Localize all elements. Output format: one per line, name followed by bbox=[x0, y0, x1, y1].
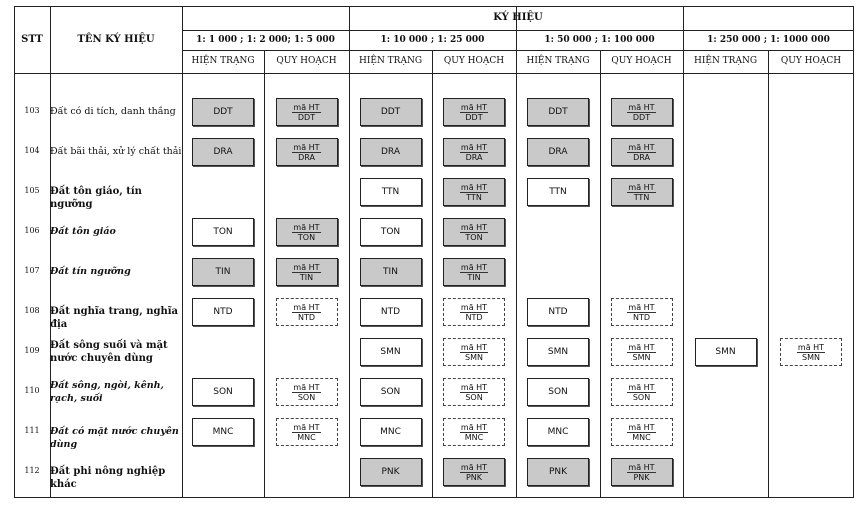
symbol-cell bbox=[349, 176, 432, 208]
symbol-cell bbox=[264, 296, 349, 328]
divider bbox=[182, 50, 854, 51]
symbol-cell bbox=[349, 416, 432, 448]
symbol-cell bbox=[432, 256, 516, 288]
symbol-code: SON bbox=[632, 392, 651, 402]
symbol-prefix: mã HT bbox=[460, 222, 488, 232]
row-stt: 110 bbox=[24, 386, 40, 395]
symbol-code: DRA bbox=[298, 152, 315, 162]
planned-symbol bbox=[443, 218, 505, 246]
current-symbol bbox=[527, 418, 589, 446]
symbol-cell bbox=[349, 376, 432, 408]
symbol-prefix: mã HT bbox=[460, 422, 488, 432]
symbol-cell bbox=[432, 376, 516, 408]
symbol-cell bbox=[349, 296, 432, 328]
symbol-code: DDT bbox=[213, 107, 233, 117]
symbol-cell bbox=[432, 136, 516, 168]
symbol-code: MNC bbox=[212, 427, 234, 437]
symbol-code: SMN bbox=[465, 352, 483, 362]
current-symbol bbox=[360, 218, 422, 246]
symbol-code: MNC bbox=[297, 432, 316, 442]
symbol-cell bbox=[600, 376, 683, 408]
symbol-cell bbox=[516, 176, 600, 208]
subheader-quy-hoach: QUY HOẠCH bbox=[780, 56, 842, 66]
symbol-cell bbox=[264, 416, 349, 448]
symbol-cell bbox=[349, 456, 432, 488]
header-stt: STT bbox=[21, 34, 43, 45]
symbol-code: DRA bbox=[213, 147, 233, 157]
symbol-code: MNC bbox=[632, 432, 651, 442]
subheader-hien-trang: HIỆN TRẠNG bbox=[693, 56, 758, 66]
symbol-code: PNK bbox=[381, 467, 400, 477]
header-scale: 1: 1 000 ; 1: 2 000; 1: 5 000 bbox=[196, 35, 335, 45]
symbol-prefix: mã HT bbox=[460, 342, 488, 352]
symbol-cell bbox=[264, 136, 349, 168]
symbol-code: TTN bbox=[633, 192, 650, 202]
symbol-cell bbox=[432, 456, 516, 488]
row-stt: 111 bbox=[24, 426, 40, 435]
symbol-cell bbox=[182, 296, 264, 328]
symbol-prefix: mã HT bbox=[460, 102, 488, 112]
planned-symbol bbox=[443, 418, 505, 446]
symbol-prefix: mã HT bbox=[628, 182, 655, 192]
symbol-cell bbox=[264, 256, 349, 288]
symbol-cell bbox=[349, 216, 432, 248]
symbol-cell bbox=[182, 256, 264, 288]
row-name: Đất tôn giáo bbox=[50, 226, 116, 237]
header-scale: 1: 250 000 ; 1: 1000 000 bbox=[707, 35, 830, 45]
current-symbol bbox=[527, 178, 589, 206]
symbol-prefix: mã HT bbox=[293, 302, 320, 312]
symbol-code: TTN bbox=[381, 187, 400, 197]
symbol-prefix: mã HT bbox=[628, 422, 655, 432]
planned-symbol bbox=[276, 218, 338, 246]
symbol-cell bbox=[349, 256, 432, 288]
symbol-cell bbox=[600, 456, 683, 488]
symbol-cell bbox=[516, 296, 600, 328]
symbol-code: NTD bbox=[213, 307, 233, 317]
symbol-prefix: mã HT bbox=[628, 102, 655, 112]
current-symbol bbox=[360, 338, 422, 366]
symbol-cell bbox=[182, 416, 264, 448]
symbol-cell bbox=[182, 216, 264, 248]
symbol-code: SMN bbox=[380, 347, 401, 357]
symbol-code: TON bbox=[297, 232, 316, 242]
symbol-code: DDT bbox=[465, 112, 483, 122]
symbol-code: NTD bbox=[297, 312, 316, 322]
planned-symbol bbox=[611, 458, 673, 486]
divider bbox=[768, 50, 769, 498]
symbol-code: DRA bbox=[381, 147, 400, 157]
current-symbol bbox=[360, 178, 422, 206]
symbol-code: SON bbox=[465, 392, 483, 402]
symbol-code: SON bbox=[213, 387, 233, 397]
symbol-code: DRA bbox=[548, 147, 568, 157]
symbol-cell bbox=[432, 296, 516, 328]
symbol-prefix: mã HT bbox=[293, 102, 320, 112]
symbol-code: DRA bbox=[633, 152, 650, 162]
symbol-prefix: mã HT bbox=[460, 462, 488, 472]
symbol-prefix: mã HT bbox=[628, 342, 655, 352]
symbol-code: TON bbox=[380, 227, 401, 237]
row-name: Đất có mặt nước chuyên dùng bbox=[50, 426, 179, 450]
header-ten-ky-hieu: TÊN KÝ HIỆU bbox=[77, 34, 155, 45]
symbol-prefix: mã HT bbox=[628, 302, 655, 312]
divider bbox=[182, 30, 854, 31]
current-symbol bbox=[360, 458, 422, 486]
symbol-code: MNC bbox=[380, 427, 401, 437]
subheader-hien-trang: HIỆN TRẠNG bbox=[526, 56, 590, 66]
row-name: Đất tín ngưỡng bbox=[50, 266, 131, 277]
symbol-code: DDT bbox=[548, 107, 568, 117]
planned-symbol bbox=[443, 138, 505, 166]
current-symbol bbox=[360, 418, 422, 446]
subheader-quy-hoach: QUY HOẠCH bbox=[276, 56, 337, 66]
current-symbol bbox=[360, 378, 422, 406]
symbol-cell bbox=[600, 416, 683, 448]
symbol-code: MNC bbox=[464, 432, 484, 442]
planned-symbol bbox=[443, 298, 505, 326]
symbol-code: PNK bbox=[548, 467, 568, 477]
planned-symbol bbox=[443, 458, 505, 486]
row-stt: 109 bbox=[24, 346, 40, 355]
symbol-code: SMN bbox=[802, 352, 820, 362]
symbol-cell bbox=[432, 96, 516, 128]
row-stt: 105 bbox=[24, 186, 40, 195]
current-symbol bbox=[192, 258, 254, 286]
symbol-prefix: mã HT bbox=[460, 382, 488, 392]
symbol-code: SON bbox=[380, 387, 401, 397]
symbol-cell bbox=[516, 416, 600, 448]
header-scale: 1: 50 000 ; 1: 100 000 bbox=[544, 35, 655, 45]
row-stt: 107 bbox=[24, 266, 40, 275]
symbol-cell bbox=[683, 336, 768, 368]
symbol-cell bbox=[182, 96, 264, 128]
planned-symbol bbox=[780, 338, 842, 366]
row-name: Đất sông suối và mặt nước chuyên dùng bbox=[50, 340, 168, 364]
current-symbol bbox=[192, 298, 254, 326]
symbol-cell bbox=[432, 336, 516, 368]
symbol-prefix: mã HT bbox=[460, 142, 488, 152]
current-symbol bbox=[527, 378, 589, 406]
symbol-code: SON bbox=[297, 392, 316, 402]
symbol-prefix: mã HT bbox=[293, 382, 320, 392]
symbol-cell bbox=[516, 456, 600, 488]
symbol-prefix: mã HT bbox=[293, 422, 320, 432]
planned-symbol bbox=[276, 138, 338, 166]
current-symbol bbox=[527, 338, 589, 366]
symbol-code: SMN bbox=[547, 347, 569, 357]
planned-symbol bbox=[611, 298, 673, 326]
current-symbol bbox=[360, 98, 422, 126]
planned-symbol bbox=[443, 178, 505, 206]
symbol-cell bbox=[768, 336, 854, 368]
planned-symbol bbox=[276, 298, 338, 326]
symbol-cell bbox=[516, 96, 600, 128]
planned-symbol bbox=[443, 258, 505, 286]
symbol-cell bbox=[600, 136, 683, 168]
symbol-cell bbox=[349, 96, 432, 128]
symbol-code: TIN bbox=[383, 267, 398, 277]
symbol-code: TTN bbox=[549, 187, 567, 197]
current-symbol bbox=[527, 138, 589, 166]
symbol-code: DRA bbox=[465, 152, 483, 162]
current-symbol bbox=[192, 418, 254, 446]
row-name: Đất nghĩa trang, nghĩa địa bbox=[50, 306, 179, 330]
row-name: Đất phi nông nghiệp khác bbox=[50, 466, 166, 490]
row-name: Đất bãi thải, xử lý chất thải bbox=[50, 146, 182, 157]
header-scale: 1: 10 000 ; 1: 25 000 bbox=[380, 35, 485, 45]
planned-symbol bbox=[611, 178, 673, 206]
current-symbol bbox=[192, 138, 254, 166]
symbol-prefix: mã HT bbox=[628, 142, 655, 152]
divider bbox=[683, 6, 684, 498]
symbol-cell bbox=[182, 136, 264, 168]
symbol-cell bbox=[516, 136, 600, 168]
current-symbol bbox=[192, 218, 254, 246]
symbol-cell bbox=[182, 376, 264, 408]
row-stt: 103 bbox=[24, 106, 40, 115]
current-symbol bbox=[527, 458, 589, 486]
symbol-code: DDT bbox=[297, 112, 316, 122]
subheader-quy-hoach: QUY HOẠCH bbox=[443, 56, 505, 66]
current-symbol bbox=[695, 338, 757, 366]
symbol-code: DDT bbox=[632, 112, 651, 122]
symbol-prefix: mã HT bbox=[460, 182, 488, 192]
planned-symbol bbox=[611, 138, 673, 166]
symbol-code: SON bbox=[548, 387, 568, 397]
symbol-cell bbox=[600, 176, 683, 208]
row-stt: 108 bbox=[24, 306, 40, 315]
planned-symbol bbox=[611, 418, 673, 446]
current-symbol bbox=[360, 138, 422, 166]
row-name: Đất có di tích, danh thắng bbox=[50, 106, 176, 117]
planned-symbol bbox=[276, 378, 338, 406]
row-name: Đất sông, ngòi, kênh, rạch, suối bbox=[50, 380, 164, 404]
symbol-code: PNK bbox=[465, 472, 483, 482]
planned-symbol bbox=[611, 378, 673, 406]
symbol-code: NTD bbox=[465, 312, 483, 322]
header-ky-hieu: KÝ HIỆU bbox=[493, 12, 543, 23]
symbol-cell bbox=[516, 376, 600, 408]
symbol-cell bbox=[349, 336, 432, 368]
symbol-cell bbox=[600, 336, 683, 368]
symbol-cell bbox=[264, 96, 349, 128]
symbol-cell bbox=[600, 296, 683, 328]
subheader-hien-trang: HIỆN TRẠNG bbox=[358, 56, 423, 66]
planned-symbol bbox=[611, 98, 673, 126]
subheader-hien-trang: HIỆN TRẠNG bbox=[191, 56, 255, 66]
symbol-code: PNK bbox=[633, 472, 650, 482]
symbol-code: TIN bbox=[467, 272, 481, 282]
planned-symbol bbox=[276, 418, 338, 446]
symbol-prefix: mã HT bbox=[797, 342, 825, 352]
symbol-prefix: mã HT bbox=[293, 222, 320, 232]
current-symbol bbox=[360, 298, 422, 326]
symbol-cell bbox=[264, 376, 349, 408]
symbol-code: TTN bbox=[466, 192, 482, 202]
planned-symbol bbox=[276, 98, 338, 126]
current-symbol bbox=[192, 98, 254, 126]
symbol-cell bbox=[600, 96, 683, 128]
symbol-code: TIN bbox=[215, 267, 231, 277]
symbol-code: TON bbox=[465, 232, 483, 242]
symbol-code: DDT bbox=[380, 107, 401, 117]
symbol-code: NTD bbox=[548, 307, 568, 317]
symbol-prefix: mã HT bbox=[293, 262, 320, 272]
row-stt: 104 bbox=[24, 146, 40, 155]
current-symbol bbox=[360, 258, 422, 286]
symbol-code: NTD bbox=[380, 307, 401, 317]
symbol-prefix: mã HT bbox=[628, 382, 655, 392]
symbol-cell bbox=[432, 216, 516, 248]
planned-symbol bbox=[443, 338, 505, 366]
planned-symbol bbox=[611, 338, 673, 366]
divider bbox=[14, 73, 854, 74]
current-symbol bbox=[192, 378, 254, 406]
row-stt: 112 bbox=[24, 466, 40, 475]
symbol-code: NTD bbox=[632, 312, 651, 322]
symbol-cell bbox=[516, 336, 600, 368]
symbol-cell bbox=[264, 216, 349, 248]
symbol-code: TON bbox=[213, 227, 233, 237]
symbol-prefix: mã HT bbox=[293, 142, 320, 152]
symbol-cell bbox=[432, 416, 516, 448]
planned-symbol bbox=[443, 98, 505, 126]
symbol-prefix: mã HT bbox=[460, 302, 488, 312]
row-name: Đất tôn giáo, tín ngưỡng bbox=[50, 186, 142, 210]
current-symbol bbox=[527, 298, 589, 326]
symbol-code: SMN bbox=[715, 347, 736, 357]
row-stt: 106 bbox=[24, 226, 40, 235]
symbol-code: TIN bbox=[299, 272, 314, 282]
subheader-quy-hoach: QUY HOẠCH bbox=[611, 56, 672, 66]
symbol-code: SMN bbox=[632, 352, 651, 362]
symbol-prefix: mã HT bbox=[628, 462, 655, 472]
symbol-code: MNC bbox=[547, 427, 569, 437]
symbol-cell bbox=[432, 176, 516, 208]
current-symbol bbox=[527, 98, 589, 126]
symbol-prefix: mã HT bbox=[460, 262, 488, 272]
planned-symbol bbox=[443, 378, 505, 406]
planned-symbol bbox=[276, 258, 338, 286]
symbol-cell bbox=[349, 136, 432, 168]
